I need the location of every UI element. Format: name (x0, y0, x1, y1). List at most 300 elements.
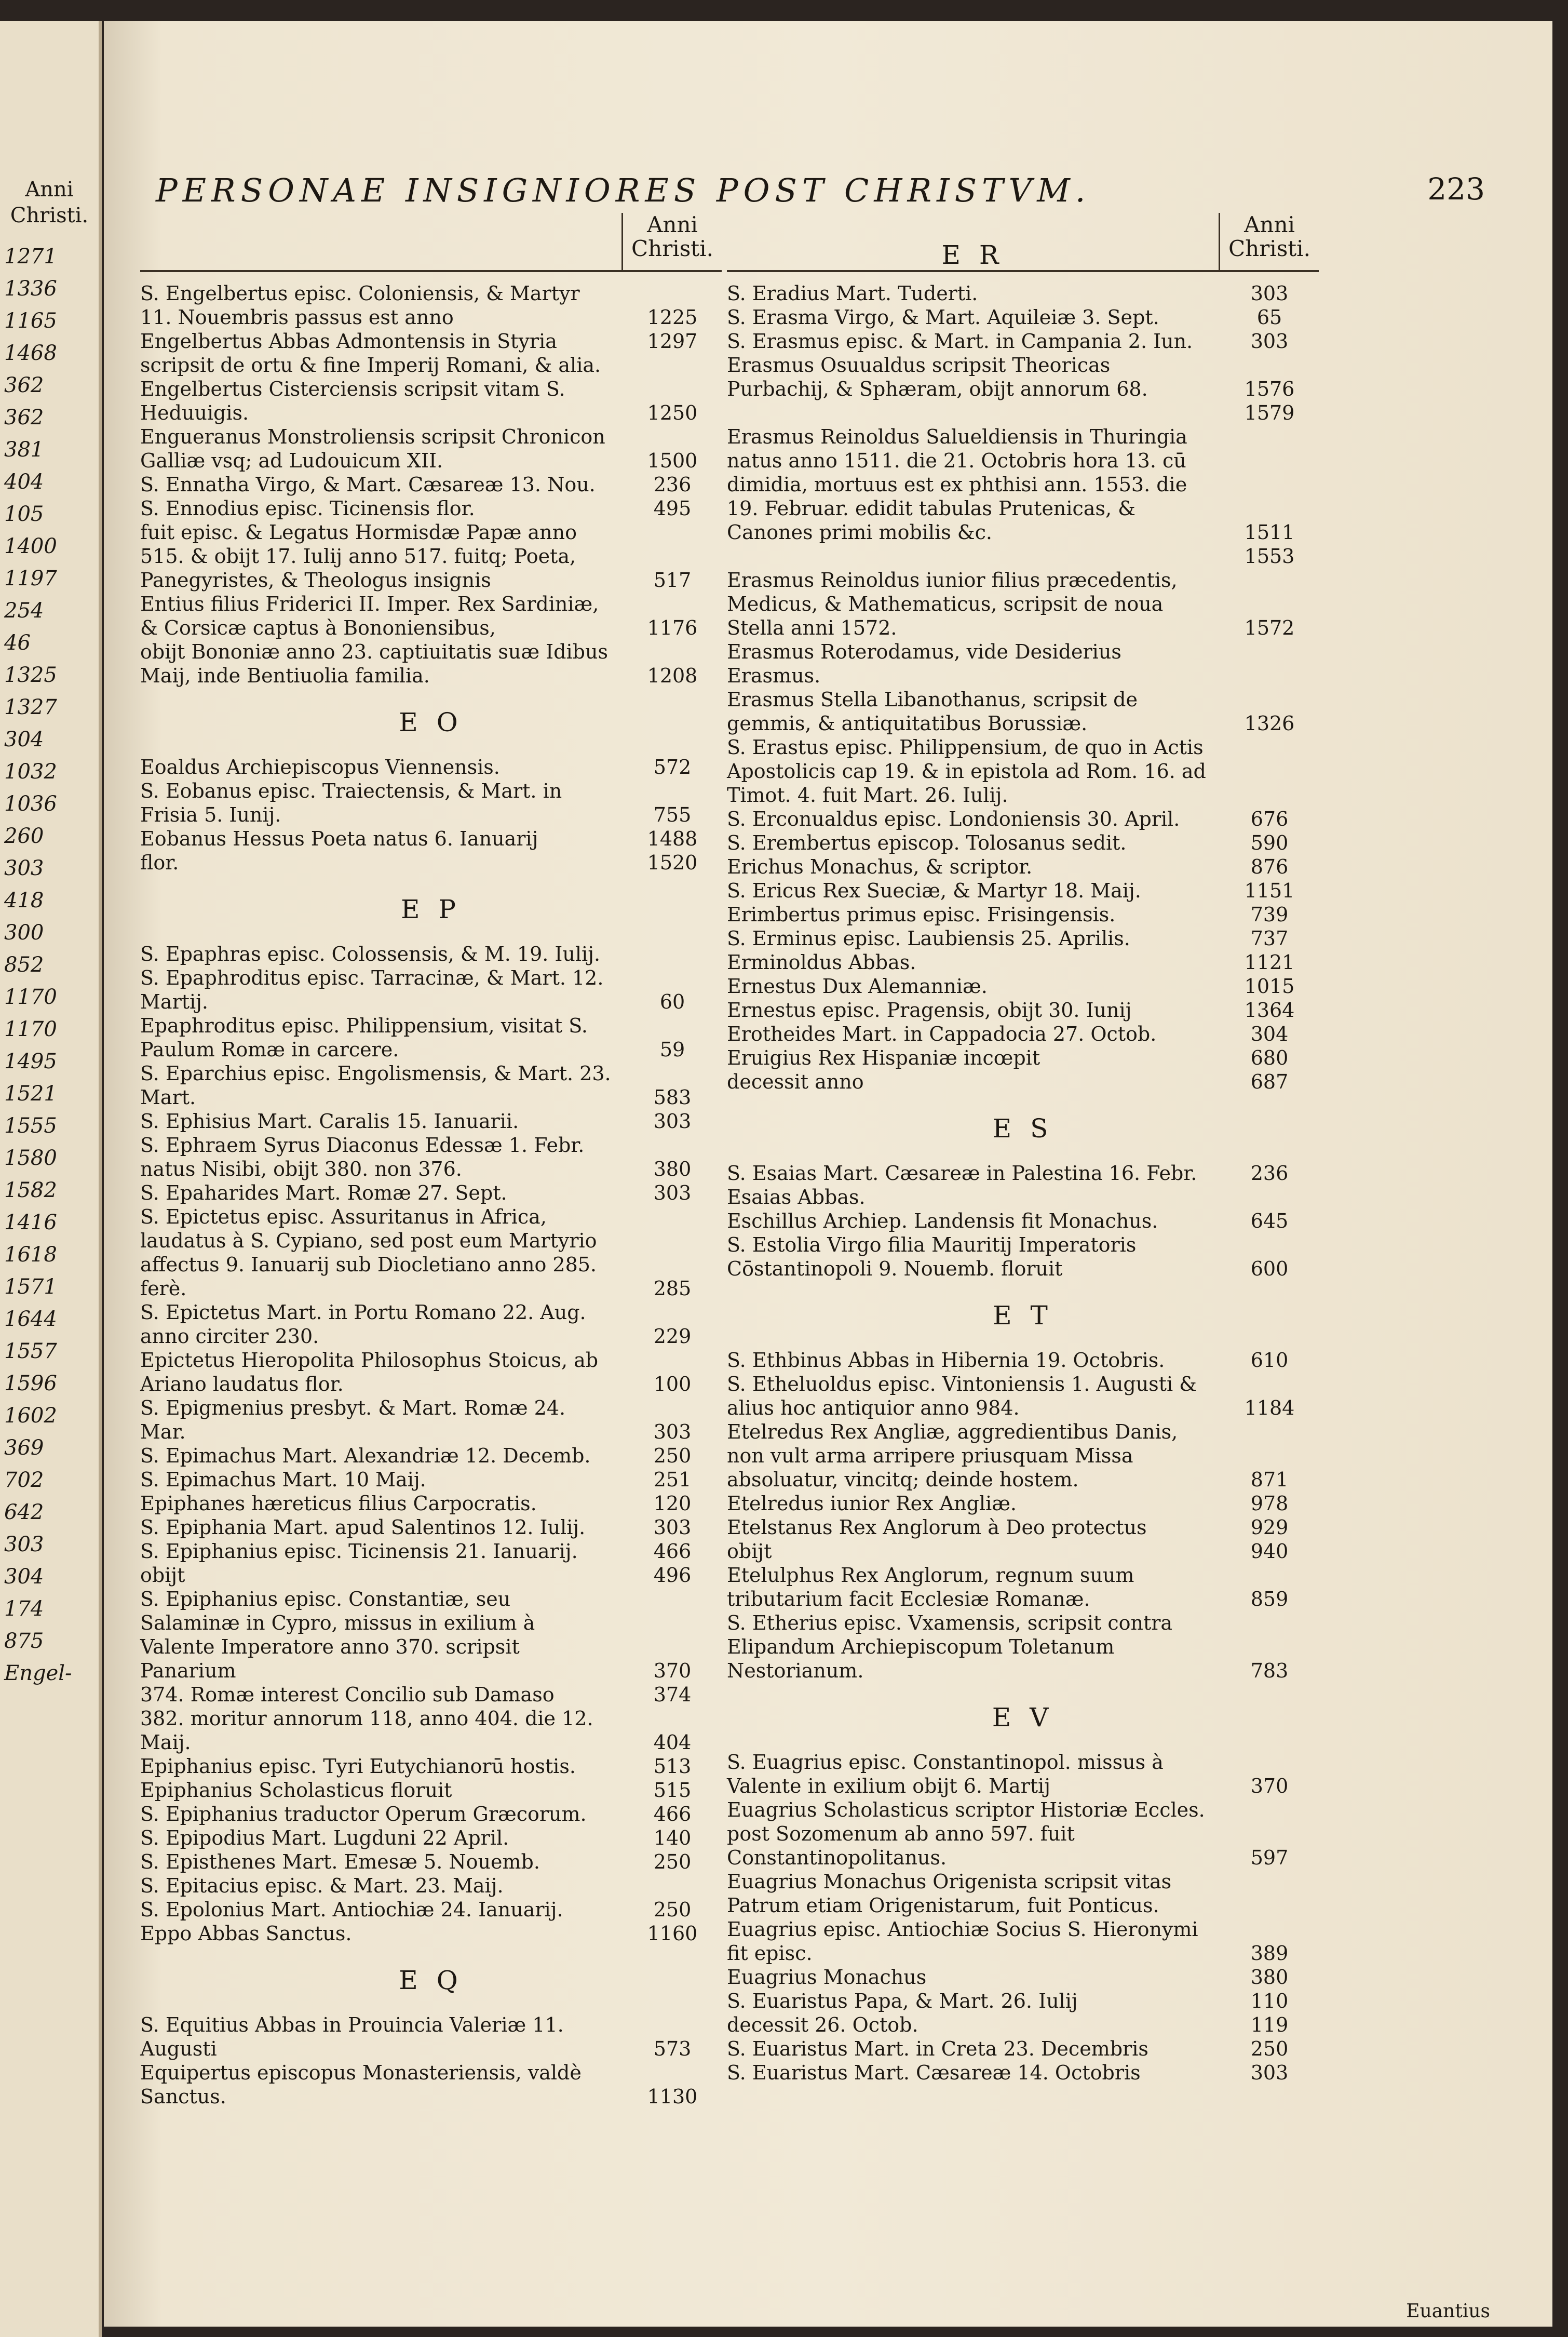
entry-text: S. Epiphania Mart. apud Salentinos 12. Iulij. (140, 1516, 586, 1539)
entry-text: S. Erminus episc. Laubiensis 25. Aprilis. (727, 927, 1130, 950)
left-column-header (140, 213, 722, 272)
margin-year: 1327 (4, 695, 57, 719)
entry-text: S. Ennodius episc. Ticinensis flor. (140, 497, 475, 520)
entry-text: S. Euaristus Papa, & Mart. 26. Iulij (727, 1990, 1078, 2012)
entry-year: 466 (653, 1803, 692, 1825)
margin-year: 418 (4, 889, 44, 912)
entry-row (727, 2037, 1319, 2061)
entry-text: Epictetus Hieropolita Philosophus Stoicus, ab Ariano laudatus flor. (140, 1349, 599, 1395)
entry-text: S. Equitius Abbas in Prouincia Valeriæ 11. Augusti (140, 2013, 564, 2060)
margin-year: 1495 (4, 1050, 57, 1073)
entry-row (727, 688, 1319, 735)
entry-text: Eppo Abbas Sanctus. (140, 1922, 352, 1945)
entry-text: Etelulphus Rex Anglorum, regnum suum tributarium facit Ecclesiæ Romanæ. (727, 1564, 1134, 1610)
entry-text: S. Erconualdus episc. Londoniensis 30. April. (727, 808, 1180, 830)
entry-year: 1364 (1244, 999, 1295, 1022)
entry-text: Epiphanes hæreticus filius Carpocratis. (140, 1492, 537, 1515)
entry-text: S. Euagrius episc. Constantinopol. missus à Valente in exilium obijt 6. Martij (727, 1751, 1164, 1797)
entry-text: Epaphroditus episc. Philippensium, visitat S. Paulum Romæ in carcere. (140, 1014, 588, 1061)
margin-year: 1644 (4, 1307, 57, 1331)
entry-text: Erimbertus primus episc. Frisingensis. (727, 903, 1116, 926)
entry-text: obijt Bononiæ anno 23. captiuitatis suæ Idibus Maij, inde Bentiuolia familia. (140, 640, 608, 687)
entry-row (140, 1539, 722, 1563)
entry-row (727, 1046, 1319, 1070)
entry-year: 370 (1250, 1775, 1289, 1797)
entry-year: 285 (653, 1277, 692, 1300)
entry-year: 250 (653, 1444, 692, 1467)
section-heading: E P (400, 894, 462, 924)
entry-text: Etelstanus Rex Anglorum à Deo protectus (727, 1516, 1147, 1539)
entry-row (140, 496, 722, 520)
right-column (727, 213, 1319, 2085)
entry-text: S. Euaristus Mart. Cæsareæ 14. Octobris (727, 2061, 1141, 2084)
entry-row (140, 353, 722, 377)
entry-year: 755 (653, 803, 692, 826)
entry-row (140, 1062, 722, 1109)
entry-row (727, 401, 1319, 425)
entry-row (140, 851, 722, 875)
entry-row (727, 281, 1319, 305)
entry-row (140, 2013, 722, 2061)
entry-row (727, 1022, 1319, 1046)
entry-text: S. Episthenes Mart. Emesæ 5. Nouemb. (140, 1850, 540, 1873)
entry-row (727, 305, 1319, 329)
margin-year: 303 (4, 1533, 44, 1556)
entry-text: Ernestus Dux Alemanniæ. (727, 975, 988, 998)
entry-year: 110 (1250, 1990, 1289, 2012)
margin-year: 381 (4, 438, 44, 462)
entry-year: 303 (653, 1181, 692, 1204)
entry-row (140, 1707, 722, 1754)
entry-row (140, 473, 722, 496)
entry-text: 382. moritur annorum 118, anno 404. die 12. Maij. (140, 1707, 593, 1754)
entry-year: 929 (1250, 1516, 1289, 1539)
entry-row (727, 1870, 1319, 1917)
entry-year: 496 (653, 1564, 692, 1587)
entry-text: Etelredus iunior Rex Angliæ. (727, 1492, 1017, 1515)
entry-year: 1160 (647, 1922, 698, 1945)
margin-year: 254 (4, 599, 44, 623)
entry-row (140, 1778, 722, 1802)
entry-year: 119 (1250, 2013, 1289, 2036)
entry-row (140, 640, 722, 688)
entry-year: 1576 (1244, 378, 1295, 400)
entry-text: Euagrius Monachus Origenista scripsit vitas Patrum etiam Origenistarum, fuit Ponticus. (727, 1870, 1172, 1917)
entry-text: Erichus Monachus, & scriptor. (727, 855, 1033, 878)
margin-year: 1325 (4, 663, 57, 687)
entry-row (140, 520, 722, 592)
margin-year: 1170 (4, 1017, 57, 1041)
entry-text: S. Epigmenius presbyt. & Mart. Romæ 24. Mar. (140, 1396, 566, 1443)
left-anni-label: Anni Christi. (621, 213, 722, 270)
entry-year: 515 (653, 1779, 692, 1802)
entry-row (140, 1563, 722, 1587)
entry-row (140, 1492, 722, 1515)
entry-text: Epiphanius Scholasticus floruit (140, 1779, 452, 1802)
margin-year: 46 (4, 631, 31, 655)
margin-year: 702 (4, 1468, 44, 1492)
margin-year: 300 (4, 921, 44, 945)
entry-text: Engueranus Monstroliensis scripsit Chronicon Galliæ vsq; ad Ludouicum XII. (140, 425, 605, 472)
entry-year: 303 (653, 1110, 692, 1133)
running-head: PERSONAE INSIGNIORES POST CHRISTVM. (156, 171, 1091, 209)
entry-year: 374 (653, 1683, 692, 1706)
entry-year: 1250 (647, 401, 698, 424)
entry-year: 380 (653, 1158, 692, 1180)
entry-text: Etelredus Rex Angliæ, aggredientibus Danis, non vult arma arripere priusquam Missa absoluatur, vincitq; deinde hostem. (727, 1420, 1178, 1491)
entry-row (727, 2013, 1319, 2037)
entry-row (140, 1444, 722, 1468)
entry-text: S. Epipodius Mart. Lugduni 22 April. (140, 1826, 509, 1849)
entry-row (140, 1468, 722, 1492)
entry-year: 739 (1250, 903, 1289, 926)
entry-year: 303 (653, 1420, 692, 1443)
entry-row (727, 1965, 1319, 1989)
margin-year: 1197 (4, 567, 57, 590)
entry-text: Engelbertus Abbas Admontensis in Styria (140, 330, 557, 353)
entry-row (727, 1611, 1319, 1683)
entry-year: 466 (653, 1540, 692, 1563)
entry-text: S. Epiphanius episc. Constantiæ, seu Salaminæ in Cypro, missus in exilium à Valente Imperatore anno 370. scripsit Panarium (140, 1588, 535, 1682)
margin-year: 1571 (4, 1275, 57, 1299)
entry-text: S. Euaristus Mart. in Creta 23. Decembris (727, 2037, 1148, 2060)
margin-year: 1032 (4, 760, 57, 784)
margin-year: 362 (4, 406, 44, 429)
entry-year: 1579 (1244, 401, 1295, 424)
margin-year: 1618 (4, 1243, 57, 1267)
entry-year: 389 (1250, 1942, 1289, 1965)
entry-year: 597 (1250, 1846, 1289, 1869)
entry-row (140, 1802, 722, 1826)
entry-row (727, 1989, 1319, 2013)
entry-text: Euagrius Scholasticus scriptor Historiæ Eccles. post Sozomenum ab anno 597. fuit Constantinopolitanus. (727, 1798, 1205, 1869)
entry-year: 1511 (1244, 521, 1295, 544)
entry-year: 1553 (1244, 545, 1295, 568)
entry-text: S. Eradius Mart. Tuderti. (727, 282, 978, 305)
entry-text: S. Epimachus Mart. Alexandriæ 12. Decemb. (140, 1444, 591, 1467)
entry-text: fuit episc. & Legatus Hormisdæ Papæ anno 515. & obijt 17. Iulij anno 517. fuitq; Poeta, Panegyristes, & Theologus insignis (140, 521, 577, 592)
entry-text: S. Epimachus Mart. 10 Maij. (140, 1468, 426, 1491)
entry-row (140, 1874, 722, 1898)
margin-year: 642 (4, 1500, 44, 1524)
entry-row (727, 1750, 1319, 1798)
entry-year: 1208 (647, 664, 698, 687)
entry-row (727, 1161, 1319, 1185)
entry-row (727, 1420, 1319, 1492)
entry-text: S. Erasmus episc. & Mart. in Campania 2. Iun. (727, 330, 1193, 353)
entry-text: decessit anno (727, 1070, 864, 1093)
entry-year: 680 (1250, 1046, 1289, 1069)
entry-year: 573 (653, 2037, 692, 2060)
entry-row (140, 1683, 722, 1707)
entry-year: 1184 (1244, 1396, 1295, 1419)
entry-row (140, 2061, 722, 2108)
entry-row (140, 1850, 722, 1874)
entry-text: obijt (140, 1564, 185, 1587)
entry-row (140, 755, 722, 779)
entry-row (727, 1563, 1319, 1611)
entry-row (727, 2061, 1319, 2085)
entry-year: 303 (1250, 2061, 1289, 2084)
entry-row (140, 966, 722, 1014)
left-column (140, 213, 722, 2108)
entry-year: 783 (1250, 1659, 1289, 1682)
entry-text: S. Etherius episc. Vxamensis, scripsit contra Elipandum Archiepiscopum Toletanum Nestorianum. (727, 1611, 1173, 1682)
entry-text: Erminoldus Abbas. (727, 951, 916, 974)
entry-row (140, 1300, 722, 1348)
entry-text: S. Epaharides Mart. Romæ 27. Sept. (140, 1181, 507, 1204)
right-anni-label: Anni Christi. (1219, 213, 1319, 270)
margin-year: 1580 (4, 1146, 57, 1170)
entry-row (727, 640, 1319, 688)
margin-year: 1602 (4, 1404, 57, 1428)
entry-row (727, 425, 1319, 544)
entry-year: 303 (653, 1516, 692, 1539)
entry-year: 645 (1250, 1210, 1289, 1232)
entry-text: Ernestus episc. Pragensis, obijt 30. Iunij (727, 999, 1132, 1022)
entry-text: S. Ethbinus Abbas in Hibernia 19. Octobris. (727, 1349, 1165, 1372)
entry-row (140, 1205, 722, 1300)
entry-row (727, 329, 1319, 353)
entry-row (140, 425, 722, 473)
entry-row (727, 735, 1319, 807)
entry-row (140, 942, 722, 966)
margin-year: 1036 (4, 792, 57, 816)
entry-year: 871 (1250, 1468, 1289, 1491)
entry-row (727, 1798, 1319, 1870)
margin-year: 1596 (4, 1372, 57, 1395)
left-margin-header: Anni Christi. (10, 178, 89, 227)
entry-text: Euagrius episc. Antiochiæ Socius S. Hieronymi fit episc. (727, 1918, 1198, 1965)
entry-row (727, 926, 1319, 950)
entry-row (727, 544, 1319, 568)
right-entries (727, 272, 1319, 2085)
entry-text: Eschillus Archiep. Landensis fit Monachus. (727, 1210, 1158, 1232)
entry-year: 737 (1250, 927, 1289, 950)
entry-text: S. Erasma Virgo, & Mart. Aquileiæ 3. Sept. (727, 306, 1159, 329)
left-entries (140, 272, 722, 2108)
entry-text: 374. Romæ interest Concilio sub Damaso (140, 1683, 555, 1706)
margin-year: 1416 (4, 1211, 57, 1234)
entry-text: Eoaldus Archiepiscopus Viennensis. (140, 756, 500, 778)
entry-year: 600 (1250, 1257, 1289, 1280)
entry-year: 370 (653, 1659, 692, 1682)
section-heading: E O (399, 707, 463, 737)
entry-year: 676 (1250, 808, 1289, 830)
entry-text: Eruigius Rex Hispaniæ incœpit (727, 1046, 1040, 1069)
entry-text: S. Eparchius episc. Engolismensis, & Mart. 23. Mart. (140, 1062, 611, 1109)
entry-row (727, 831, 1319, 855)
entry-text: Engelbertus Cisterciensis scripsit vitam S. Heduuigis. (140, 378, 565, 424)
entry-text: scripsit de ortu & fine Imperij Romani, & alia. (140, 354, 601, 377)
entry-text: S. Epaphroditus episc. Tarracinæ, & Mart. 12. Martij. (140, 966, 604, 1013)
entry-text: S. Eobanus episc. Traiectensis, & Mart. in Frisia 5. Iunij. (140, 780, 562, 826)
entry-row (140, 1922, 722, 1945)
entry-year: 590 (1250, 831, 1289, 854)
entry-text: S. Epaphras episc. Colossensis, & M. 19. Iulij. (140, 943, 601, 965)
entry-row (140, 1396, 722, 1444)
entry-text: Epiphanius episc. Tyri Eutychianorū hostis. (140, 1755, 576, 1778)
margin-year: 369 (4, 1436, 44, 1460)
margin-year: 260 (4, 824, 44, 848)
entry-year: 120 (653, 1492, 692, 1515)
entry-row (727, 1070, 1319, 1094)
entry-year: 583 (653, 1086, 692, 1109)
entry-text: decessit 26. Octob. (727, 2013, 918, 2036)
entry-year: 140 (653, 1826, 692, 1849)
entry-row (140, 1133, 722, 1181)
left-margin-years (0, 177, 99, 1693)
margin-year: 1521 (4, 1082, 57, 1106)
entry-row (727, 1185, 1319, 1209)
entry-year: 495 (653, 497, 692, 520)
entry-text: Eobanus Hessus Poeta natus 6. Ianuarij (140, 827, 538, 850)
entry-text: S. Ephisius Mart. Caralis 15. Ianuarii. (140, 1110, 519, 1133)
entry-text: Erasmus Stella Libanothanus, scripsit de gemmis, & antiquitatibus Borussiæ. (727, 688, 1138, 735)
entry-row (140, 1109, 722, 1133)
entry-text: S. Epiphanius traductor Operum Græcorum. (140, 1803, 587, 1825)
margin-year: 1170 (4, 985, 57, 1009)
entry-year: 513 (653, 1755, 692, 1778)
entry-text: Erotheides Mart. in Cappadocia 27. Octob. (727, 1023, 1157, 1045)
entry-year: 940 (1250, 1540, 1289, 1563)
entry-year: 1225 (647, 306, 698, 329)
catchword: Euantius (1406, 2301, 1490, 2322)
entry-year: 304 (1250, 1023, 1289, 1045)
entry-year: 1326 (1244, 712, 1295, 735)
margin-year: 174 (4, 1597, 44, 1621)
section-heading: E V (992, 1702, 1054, 1732)
entry-year: 1297 (647, 330, 698, 353)
entry-row (727, 1492, 1319, 1515)
section-heading: E Q (399, 1965, 463, 1995)
entry-row (727, 353, 1319, 401)
margin-year: 105 (4, 502, 44, 526)
entry-row (140, 827, 722, 851)
entry-year: 229 (653, 1325, 692, 1348)
entry-row (727, 903, 1319, 926)
entry-year: 100 (653, 1373, 692, 1395)
entry-row (140, 1898, 722, 1922)
entry-text: S. Ennatha Virgo, & Mart. Cæsareæ 13. Nou. (140, 473, 596, 496)
entry-year: 1015 (1244, 975, 1295, 998)
entry-row (727, 1515, 1319, 1539)
entry-text: S. Epiphanius episc. Ticinensis 21. Ianuarij. (140, 1540, 578, 1563)
entry-year: 380 (1250, 1966, 1289, 1989)
entry-row (140, 1348, 722, 1396)
section-heading: E T (993, 1300, 1053, 1331)
entry-year: 1572 (1244, 616, 1295, 639)
entry-year: 250 (653, 1898, 692, 1921)
entry-year: 876 (1250, 855, 1289, 878)
entry-year: 251 (653, 1468, 692, 1491)
entry-year: 859 (1250, 1588, 1289, 1610)
margin-year: 875 (4, 1629, 44, 1653)
entry-text: Entius filius Friderici II. Imper. Rex Sardiniæ, & Corsicæ captus à Bononiensibus, (140, 593, 599, 639)
entry-row (727, 1372, 1319, 1420)
entry-text: S. Erembertus episcop. Tolosanus sedit. (727, 831, 1127, 854)
margin-year: 362 (4, 373, 44, 397)
entry-row (140, 377, 722, 425)
entry-year: 303 (1250, 282, 1289, 305)
margin-year: 404 (4, 470, 44, 494)
entry-year: 1176 (647, 616, 698, 639)
margin-year: 304 (4, 728, 44, 751)
entry-year: 59 (659, 1038, 685, 1061)
entry-row (140, 1826, 722, 1850)
entry-text: S. Estolia Virgo filia Mauritij Imperatoris Cōstantinopoli 9. Nouemb. floruit (727, 1233, 1137, 1280)
margin-year: 852 (4, 953, 44, 977)
entry-text: S. Ericus Rex Sueciæ, & Martyr 18. Maij. (727, 879, 1141, 902)
margin-year: 1468 (4, 341, 57, 365)
entry-row (140, 1587, 722, 1683)
entry-text: Erasmus Osuualdus scripsit Theoricas Purbachij, & Sphæram, obijt annorum 68. (727, 354, 1148, 400)
margin-year: 1557 (4, 1339, 57, 1363)
entry-row (140, 281, 722, 329)
entry-year: 1488 (647, 827, 698, 850)
entry-text: S. Esaias Mart. Cæsareæ in Palestina 16. Febr. (727, 1162, 1197, 1185)
entry-row (140, 592, 722, 640)
left-page-edge (0, 21, 102, 2337)
entry-text: Erasmus Roterodamus, vide Desiderius Erasmus. (727, 640, 1121, 687)
entry-year: 1520 (647, 851, 698, 874)
margin-year: 1555 (4, 1114, 57, 1138)
entry-text: S. Etheluoldus episc. Vintoniensis 1. Augusti & alius hoc antiquior anno 984. (727, 1373, 1197, 1419)
entry-text: Equipertus episcopus Monasteriensis, valdè Sanctus. (140, 2061, 582, 2108)
entry-text: S. Epolonius Mart. Antiochiæ 24. Ianuarij. (140, 1898, 563, 1921)
entry-text: Erasmus Reinoldus Salueldiensis in Thuringia natus anno 1511. die 21. Octobris hora 13. cū dimidia, mortuus est ex phthisi ann. 1553. die 19. Februar. edidit tabulas Prutenicas, & Canones primi mobilis &c. (727, 425, 1187, 544)
entry-text: flor. (140, 851, 179, 874)
entry-year: 1130 (647, 2085, 698, 2108)
entry-year: 250 (653, 1850, 692, 1873)
entry-text: S. Engelbertus episc. Coloniensis, & Martyr 11. Nouembris passus est anno (140, 282, 580, 329)
entry-row (727, 998, 1319, 1022)
entry-year: 404 (653, 1731, 692, 1754)
entry-row (140, 329, 722, 353)
entry-text: Esaias Abbas. (727, 1186, 866, 1208)
right-column-letter: E R (941, 240, 1004, 270)
entry-year: 687 (1250, 1070, 1289, 1093)
entry-year: 303 (1250, 330, 1289, 353)
entry-year: 1500 (647, 449, 698, 472)
margin-year: 1582 (4, 1178, 57, 1202)
entry-year: 1121 (1244, 951, 1295, 974)
entry-text: S. Epitacius episc. & Mart. 23. Maij. (140, 1874, 504, 1897)
entry-row (140, 779, 722, 827)
entry-row (727, 950, 1319, 974)
entry-row (727, 1209, 1319, 1233)
entry-row (727, 1233, 1319, 1281)
entry-row (727, 879, 1319, 903)
margin-year: Engel- (4, 1661, 72, 1685)
margin-year: 1271 (4, 245, 57, 268)
entry-year: 517 (653, 569, 692, 592)
margin-year: 1400 (4, 534, 57, 558)
entry-row (140, 1181, 722, 1205)
entry-text: S. Epictetus Mart. in Portu Romano 22. Aug. anno circiter 230. (140, 1301, 586, 1348)
entry-row (727, 1917, 1319, 1965)
entry-year: 1151 (1244, 879, 1295, 902)
entry-year: 236 (653, 473, 692, 496)
entry-year: 572 (653, 756, 692, 778)
margin-year: 303 (4, 856, 44, 880)
margin-year: 304 (4, 1565, 44, 1589)
entry-year: 236 (1250, 1162, 1289, 1185)
entry-row (727, 807, 1319, 831)
entry-year: 610 (1250, 1349, 1289, 1372)
entry-row (140, 1754, 722, 1778)
entry-year: 250 (1250, 2037, 1289, 2060)
